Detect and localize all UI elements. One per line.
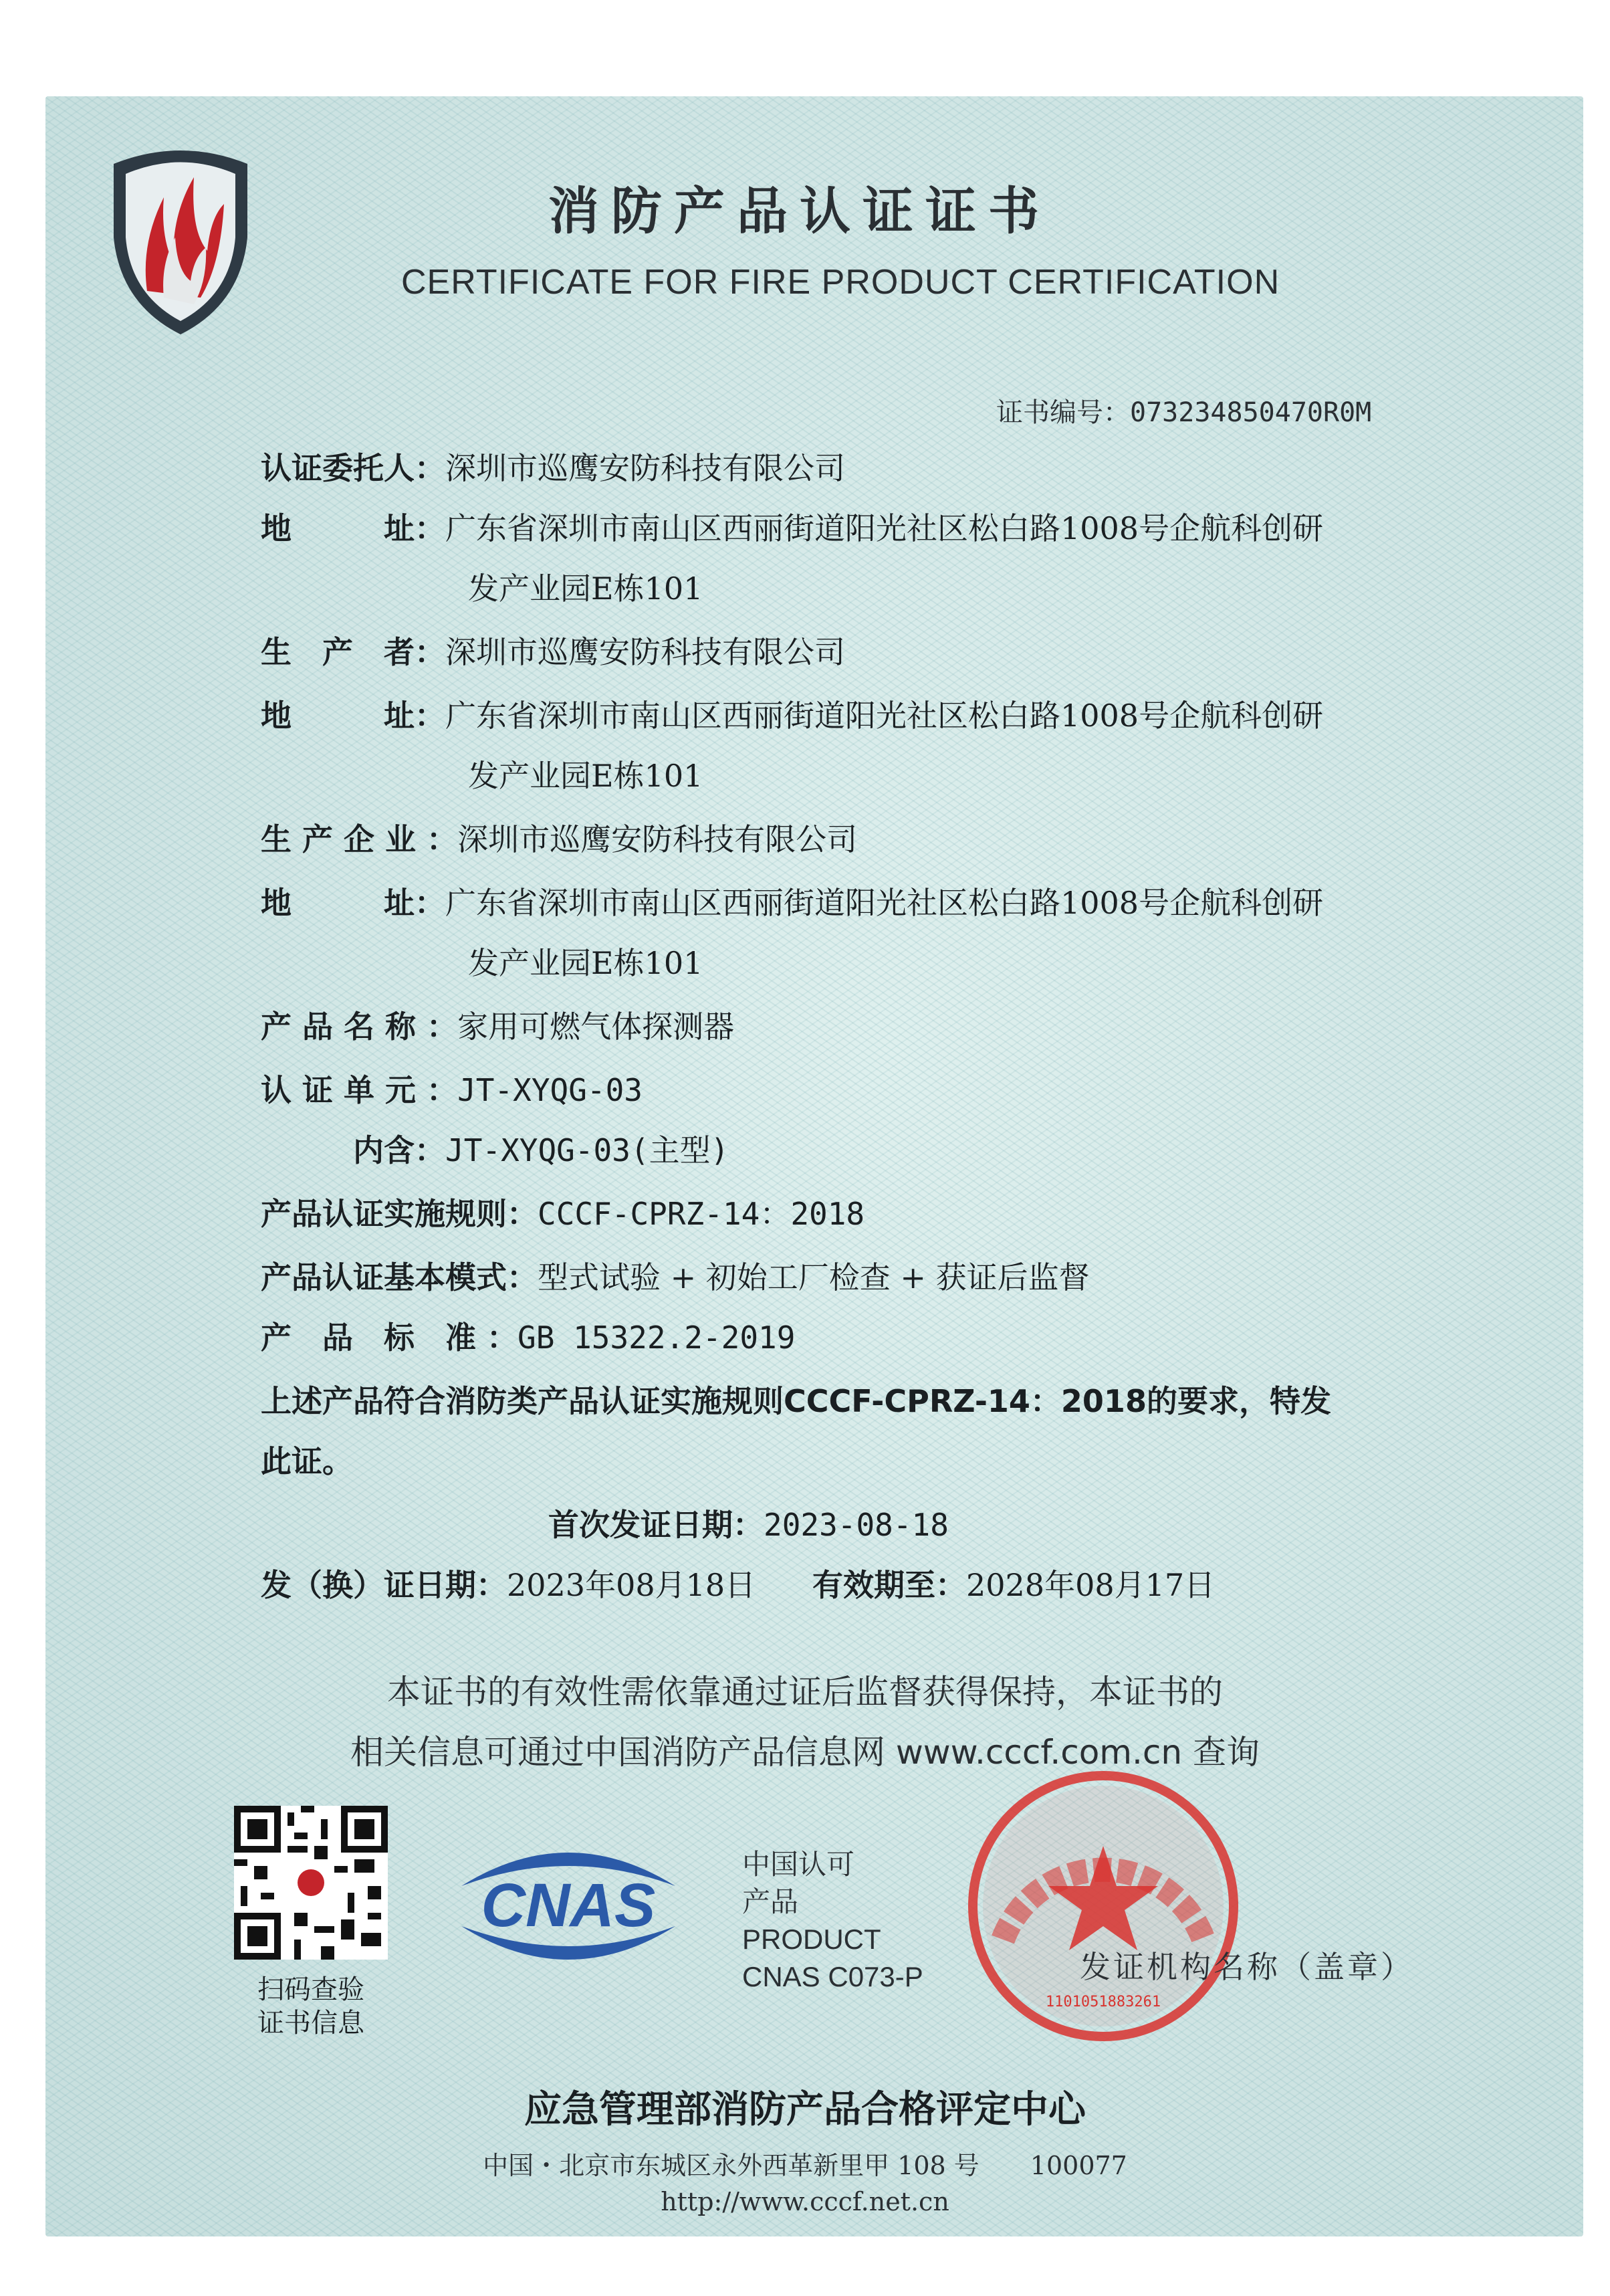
issuer-name: 应急管理部消防产品合格评定中心 bbox=[524, 2087, 1086, 2131]
field-row-factory-address-cont bbox=[468, 940, 703, 986]
cnas-line: CNAS C073-P bbox=[742, 1961, 923, 1992]
qr-caption-line: 扫码查验 bbox=[257, 1974, 364, 2005]
field-value: 发产业园E栋101 bbox=[468, 945, 703, 981]
qr-caption-line: 证书信息 bbox=[257, 2008, 364, 2039]
field-label: 产 品 标 准 ： bbox=[261, 1320, 518, 1356]
statement-text: 此证。 bbox=[261, 1443, 353, 1479]
issuer-url-link[interactable]: http://www.cccf.net.cn bbox=[661, 2187, 949, 2216]
first-issue-date bbox=[548, 1501, 949, 1548]
first-issue-value: 2023-08-18 bbox=[764, 1507, 949, 1543]
qr-caption bbox=[257, 1973, 364, 2040]
qr-code[interactable] bbox=[234, 1806, 388, 1960]
field-label: 地 址： bbox=[261, 885, 445, 921]
issue-date bbox=[261, 1562, 756, 1608]
field-label: 地 址： bbox=[261, 510, 445, 546]
field-label: 产品认证实施规则： bbox=[261, 1196, 538, 1232]
issuer-address: 中国・北京市东城区永外西革新里甲 108 号 100077 bbox=[483, 2151, 1127, 2180]
field-value: 深圳市巡鹰安防科技有限公司 bbox=[445, 450, 845, 486]
field-value: 家用可燃气体探测器 bbox=[457, 1009, 735, 1045]
field-row-applicant bbox=[261, 445, 845, 492]
field-value: GB 15322.2-2019 bbox=[518, 1320, 796, 1356]
compliance-statement-line2 bbox=[261, 1438, 353, 1485]
field-row-product-name bbox=[261, 1003, 734, 1050]
field-label: 产 品 名 称 ： bbox=[261, 1009, 458, 1045]
official-seal bbox=[963, 1766, 1244, 2047]
field-row-rules bbox=[261, 1190, 865, 1237]
cnas-accreditation-text bbox=[742, 1846, 923, 1996]
field-label: 内含： bbox=[261, 1132, 445, 1168]
field-value: JT-XYQG-03 bbox=[457, 1072, 643, 1108]
field-value: 深圳市巡鹰安防科技有限公司 bbox=[457, 821, 858, 857]
certificate-number: 证书编号：073234850470R0M bbox=[996, 397, 1372, 428]
field-row-cert-unit bbox=[261, 1067, 643, 1114]
field-row-factory-address bbox=[261, 879, 1323, 926]
valid-until-value: 2028年08月17日 bbox=[966, 1567, 1216, 1603]
cnas-line: PRODUCT bbox=[742, 1923, 881, 1955]
title-english: CERTIFICATE FOR FIRE PRODUCT CERTIFICATION bbox=[401, 263, 1280, 302]
cnas-logo bbox=[441, 1826, 695, 1986]
seal-caption: 发证机构名称（盖章） bbox=[1080, 1949, 1414, 1985]
fire-certification-logo bbox=[100, 137, 261, 338]
title-chinese: 消防产品认证证书 bbox=[548, 181, 1051, 241]
field-label: 产品认证基本模式： bbox=[261, 1259, 538, 1295]
field-value: 广东省深圳市南山区西丽街道阳光社区松白路1008号企航科创研 bbox=[445, 885, 1324, 921]
field-row-manufacturer-address bbox=[261, 692, 1323, 739]
field-value: 发产业园E栋101 bbox=[468, 570, 703, 607]
field-value: 广东省深圳市南山区西丽街道阳光社区松白路1008号企航科创研 bbox=[445, 698, 1324, 734]
compliance-statement-line1 bbox=[261, 1378, 1331, 1425]
field-value: 深圳市巡鹰安防科技有限公司 bbox=[445, 634, 845, 670]
field-label: 生 产 企 业 ： bbox=[261, 821, 458, 857]
field-row-applicant-address-cont bbox=[468, 565, 703, 612]
field-row-manufacturer-address-cont bbox=[468, 752, 703, 799]
field-row-factory bbox=[261, 816, 857, 863]
valid-until-label: 有效期至： bbox=[812, 1567, 966, 1603]
field-value: CCCF-CPRZ-14：2018 bbox=[538, 1196, 865, 1232]
field-value: 型式试验 + 初始工厂检查 + 获证后监督 bbox=[538, 1259, 1090, 1295]
field-value: 广东省深圳市南山区西丽街道阳光社区松白路1008号企航科创研 bbox=[445, 510, 1324, 546]
field-label: 认 证 单 元 ： bbox=[261, 1072, 458, 1108]
field-value: 发产业园E栋101 bbox=[468, 758, 703, 794]
field-label: 认证委托人： bbox=[261, 450, 445, 486]
first-issue-label: 首次发证日期： bbox=[548, 1507, 764, 1543]
field-row-mode bbox=[261, 1254, 1090, 1301]
field-row-applicant-address bbox=[261, 505, 1323, 552]
field-row-manufacturer bbox=[261, 629, 845, 675]
field-label: 地 址： bbox=[261, 698, 445, 734]
issue-date-value: 2023年08月18日 bbox=[507, 1567, 756, 1603]
field-label: 生 产 者： bbox=[261, 634, 445, 670]
field-row-includes bbox=[261, 1127, 729, 1174]
cnas-line: 产品 bbox=[742, 1886, 799, 1917]
valid-until bbox=[812, 1562, 1215, 1608]
cnas-line: 中国认可 bbox=[742, 1849, 855, 1880]
issue-date-label: 发（换）证日期： bbox=[261, 1567, 507, 1603]
cnas-logo-text: CNAS bbox=[481, 1871, 656, 1940]
seal-number: 1101051883261 bbox=[1045, 1994, 1161, 2010]
validity-notice-line2: 相关信息可通过中国消防产品信息网 www.cccf.com.cn 查询 bbox=[350, 1733, 1260, 1772]
statement-text: 上述产品符合消防类产品认证实施规则CCCF-CPRZ-14：2018的要求，特发 bbox=[261, 1383, 1331, 1419]
field-value: JT-XYQG-03(主型) bbox=[445, 1132, 729, 1168]
validity-notice-line1: 本证书的有效性需依靠通过证后监督获得保持，本证书的 bbox=[387, 1673, 1223, 1711]
field-row-standard bbox=[261, 1314, 795, 1361]
